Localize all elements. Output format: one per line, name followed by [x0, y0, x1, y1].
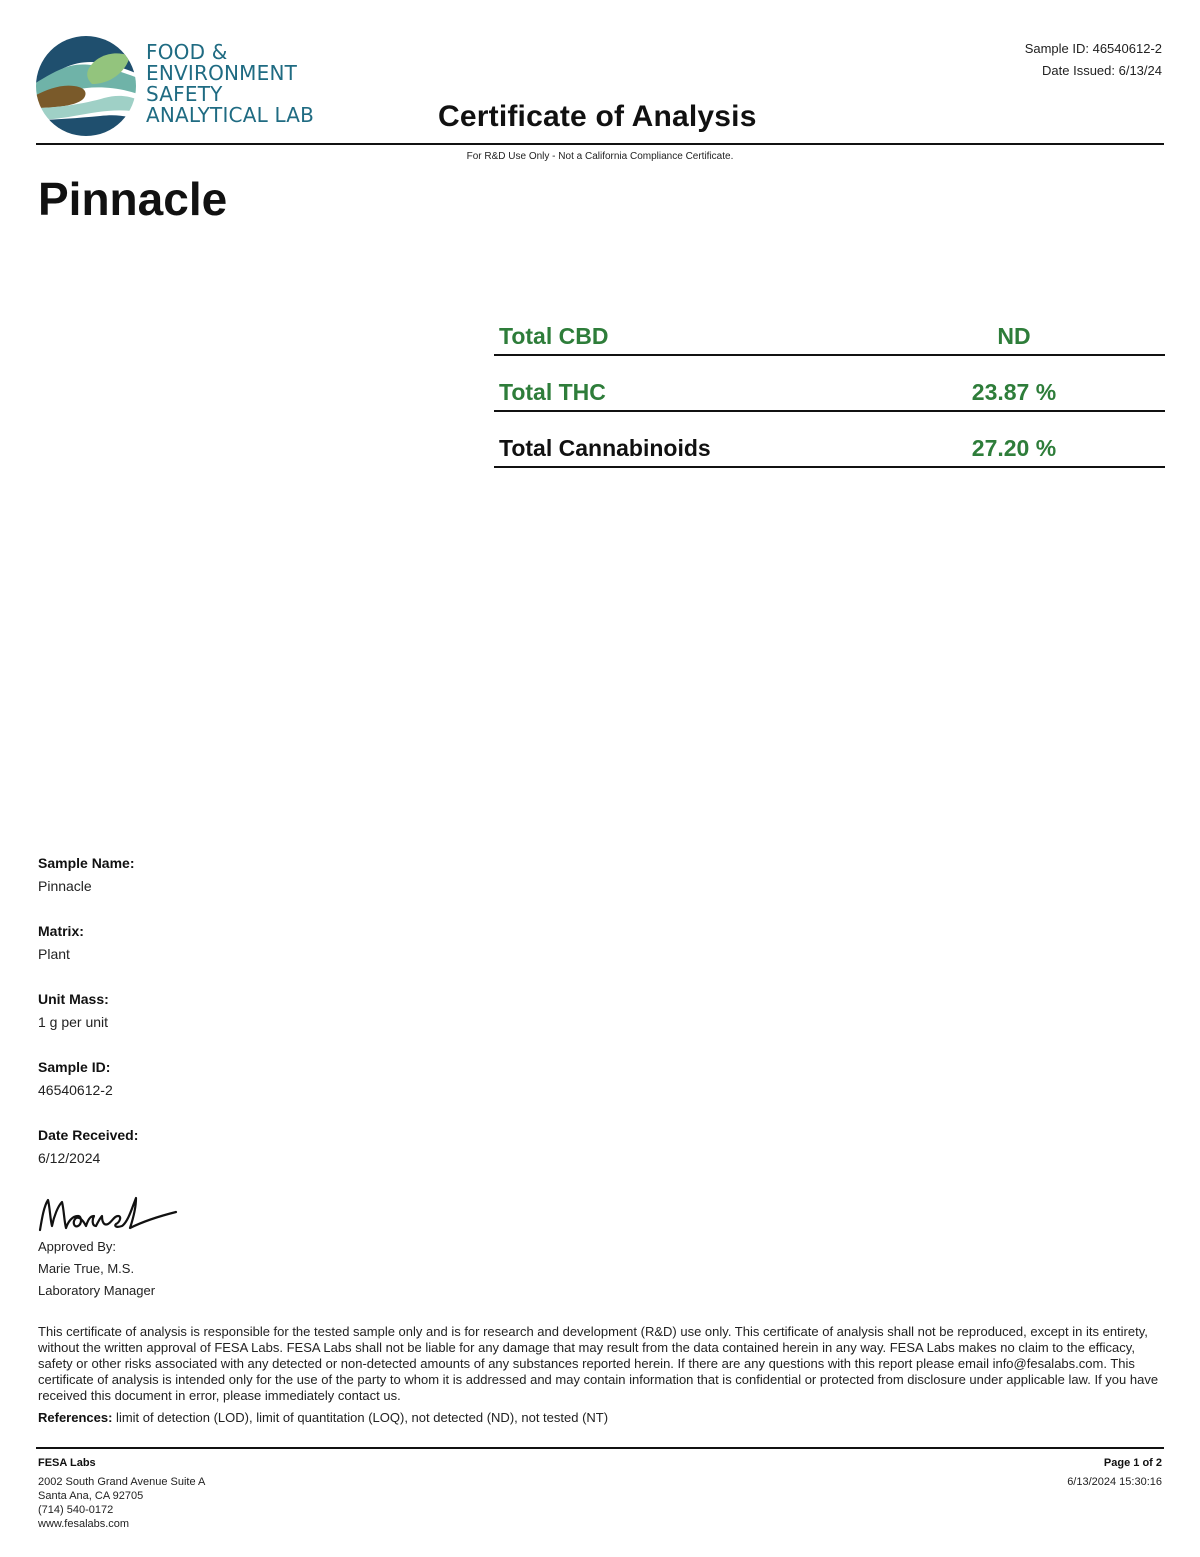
- summary-value: 23.87 %: [971, 379, 1057, 405]
- summary-label: Total THC: [499, 379, 606, 405]
- info-sample-id: [38, 1057, 438, 1125]
- footer-address-line: Santa Ana, CA 92705: [38, 1490, 144, 1502]
- approval-label: Approved By:: [38, 1239, 117, 1254]
- references-text: limit of detection (LOD), limit of quantitation (LOQ), not detected (ND), not tested (NT): [112, 1410, 609, 1425]
- disclaimer-text: This certificate of analysis is responsible for the tested sample only and is for research and development (R&D) use only. This certificate of analysis shall not be reproduced, except in its entirety, without the written approval of FESA Labs. FESA Labs shall not be liable for any damage that may result from the data contained herein in any way. FESA Labs makes no claim to the efficacy, safety or other risks associated with any detected or non-detected amounts of any substances reported herein. If there are any questions with this report please email info@fesalabs.com. This certificate of analysis is intended only for the use of the party to whom it is addressed and may contain information that is confidential or protected from disclosure under applicable law. If you have received this document in error, please immediately contact us.: [38, 1324, 1159, 1403]
- fesa-logo: [34, 34, 334, 138]
- footer-website: www.fesalabs.com: [38, 1518, 130, 1530]
- info-matrix: [38, 921, 438, 989]
- signature-image: [36, 1188, 181, 1238]
- header-meta: [1025, 38, 1162, 82]
- info-value: 6/12/2024: [38, 1150, 101, 1166]
- sample-info: [38, 853, 438, 1193]
- info-sample-name: [38, 853, 438, 921]
- certificate-title: Certificate of Analysis: [438, 100, 757, 133]
- summary-label: Total Cannabinoids: [499, 435, 711, 461]
- approver-role: Laboratory Manager: [38, 1283, 156, 1298]
- fesa-logo-icon: [34, 34, 138, 138]
- footer-phone: (714) 540-0172: [38, 1504, 114, 1516]
- sample-title: Pinnacle: [38, 173, 228, 225]
- info-label: Sample Name:: [38, 855, 135, 871]
- info-unit-mass: [38, 989, 438, 1057]
- info-value: Plant: [38, 946, 70, 962]
- references-label: References:: [38, 1410, 113, 1425]
- logo-line: ENVIRONMENT: [146, 61, 298, 85]
- header-divider: [36, 143, 1164, 145]
- logo-line: FOOD &: [146, 40, 228, 64]
- logo-line: ANALYTICAL LAB: [146, 103, 315, 127]
- footer-divider: [36, 1447, 1164, 1449]
- info-value: 46540612-2: [38, 1082, 113, 1098]
- summary-value: ND: [997, 323, 1031, 349]
- info-label: Date Received:: [38, 1127, 139, 1143]
- header-date-issued: Date Issued: 6/13/24: [1042, 63, 1162, 78]
- logo-line: SAFETY: [146, 82, 223, 106]
- rd-use-note: For R&D Use Only - Not a California Compliance Certificate.: [466, 151, 734, 162]
- info-value: Pinnacle: [38, 878, 92, 894]
- footer-lab-info: [38, 1456, 205, 1531]
- summary-label: Total CBD: [499, 323, 609, 349]
- approver-name: Marie True, M.S.: [38, 1261, 135, 1276]
- summary-value: 27.20 %: [971, 435, 1057, 461]
- summary-row-total-thc: [494, 356, 1165, 412]
- info-date-received: [38, 1125, 438, 1193]
- footer-page-info: [1067, 1456, 1162, 1489]
- page-number: Page 1 of 2: [1103, 1457, 1162, 1469]
- info-value: 1 g per unit: [38, 1014, 109, 1030]
- footer-timestamp: 6/13/2024 15:30:16: [1067, 1476, 1162, 1488]
- info-label: Sample ID:: [38, 1059, 111, 1075]
- info-label: Matrix:: [38, 923, 84, 939]
- info-label: Unit Mass:: [38, 991, 109, 1007]
- approval-block: [38, 1236, 155, 1302]
- header-sample-id: Sample ID: 46540612-2: [1024, 41, 1162, 56]
- summary-row-total-cbd: [494, 300, 1165, 356]
- summary-row-total-cannabinoids: [494, 412, 1165, 468]
- footer-address-line: 2002 South Grand Avenue Suite A: [38, 1476, 206, 1488]
- footer-company: FESA Labs: [38, 1457, 96, 1469]
- references-line: [38, 1410, 1164, 1425]
- cannabinoid-summary: [494, 300, 1165, 468]
- logo-wordmark: [146, 42, 336, 126]
